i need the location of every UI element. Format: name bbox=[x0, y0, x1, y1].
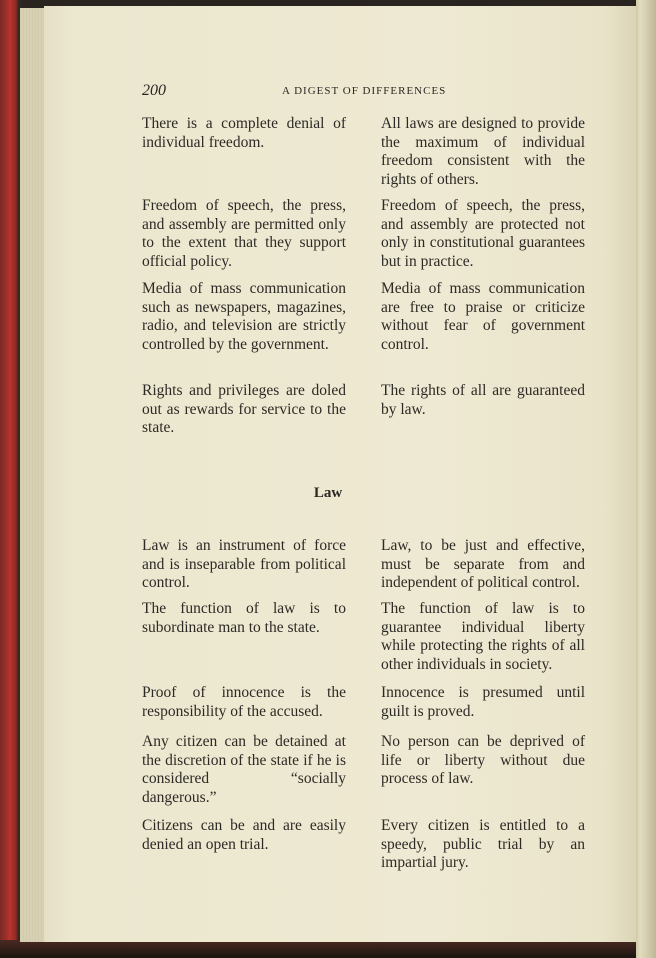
facing-page-gutter bbox=[636, 0, 656, 958]
right-paragraph: Law, to be just and effective, must be separate from and independent of political control. bbox=[381, 537, 585, 591]
page-number: 200 bbox=[142, 82, 166, 99]
left-paragraph: Any citizen can be detained at the discretion of the state if he is considered “socially dangerous.” bbox=[142, 733, 346, 806]
section-heading-law: Law bbox=[313, 485, 343, 501]
right-paragraph: No person can be deprived of life or liberty without due process of law. bbox=[381, 733, 585, 787]
left-paragraph: There is a complete denial of individual freedom. bbox=[142, 115, 346, 151]
right-paragraph: Media of mass communication are free to praise or criticize without fear of government control. bbox=[381, 280, 585, 353]
left-paragraph: Citizens can be and are easily denied an open trial. bbox=[142, 817, 346, 853]
left-paragraph: Law is an instrument of force and is inseparable from political control. bbox=[142, 537, 346, 591]
running-head: A DIGEST OF DIFFERENCES bbox=[282, 85, 447, 97]
left-paragraph: Media of mass communication such as newspapers, magazines, radio, and television are strictly controlled by the government. bbox=[142, 280, 346, 353]
page-header bbox=[142, 82, 582, 102]
right-paragraph: Innocence is presumed until guilt is proved. bbox=[381, 684, 585, 720]
left-paragraph: Rights and privileges are doled out as rewards for service to the state. bbox=[142, 382, 346, 436]
left-paragraph: Freedom of speech, the press, and assembly are permitted only to the extent that they support official policy. bbox=[142, 197, 346, 270]
page-edges bbox=[20, 8, 44, 942]
right-paragraph: The rights of all are guaranteed by law. bbox=[381, 382, 585, 418]
left-paragraph: Proof of innocence is the responsibility of the accused. bbox=[142, 684, 346, 720]
left-paragraph: The function of law is to subordinate man to the state. bbox=[142, 600, 346, 636]
right-paragraph: All laws are designed to provide the maximum of individual freedom consistent with the rights of others. bbox=[381, 115, 585, 188]
right-paragraph: The function of law is to guarantee individual liberty while protecting the rights of all other individuals in society. bbox=[381, 600, 585, 673]
right-paragraph: Freedom of speech, the press, and assembly are protected not only in constitutional guarantees but in practice. bbox=[381, 197, 585, 270]
book-cover-bottom bbox=[0, 940, 656, 958]
right-paragraph: Every citizen is entitled to a speedy, public trial by an impartial jury. bbox=[381, 817, 585, 871]
